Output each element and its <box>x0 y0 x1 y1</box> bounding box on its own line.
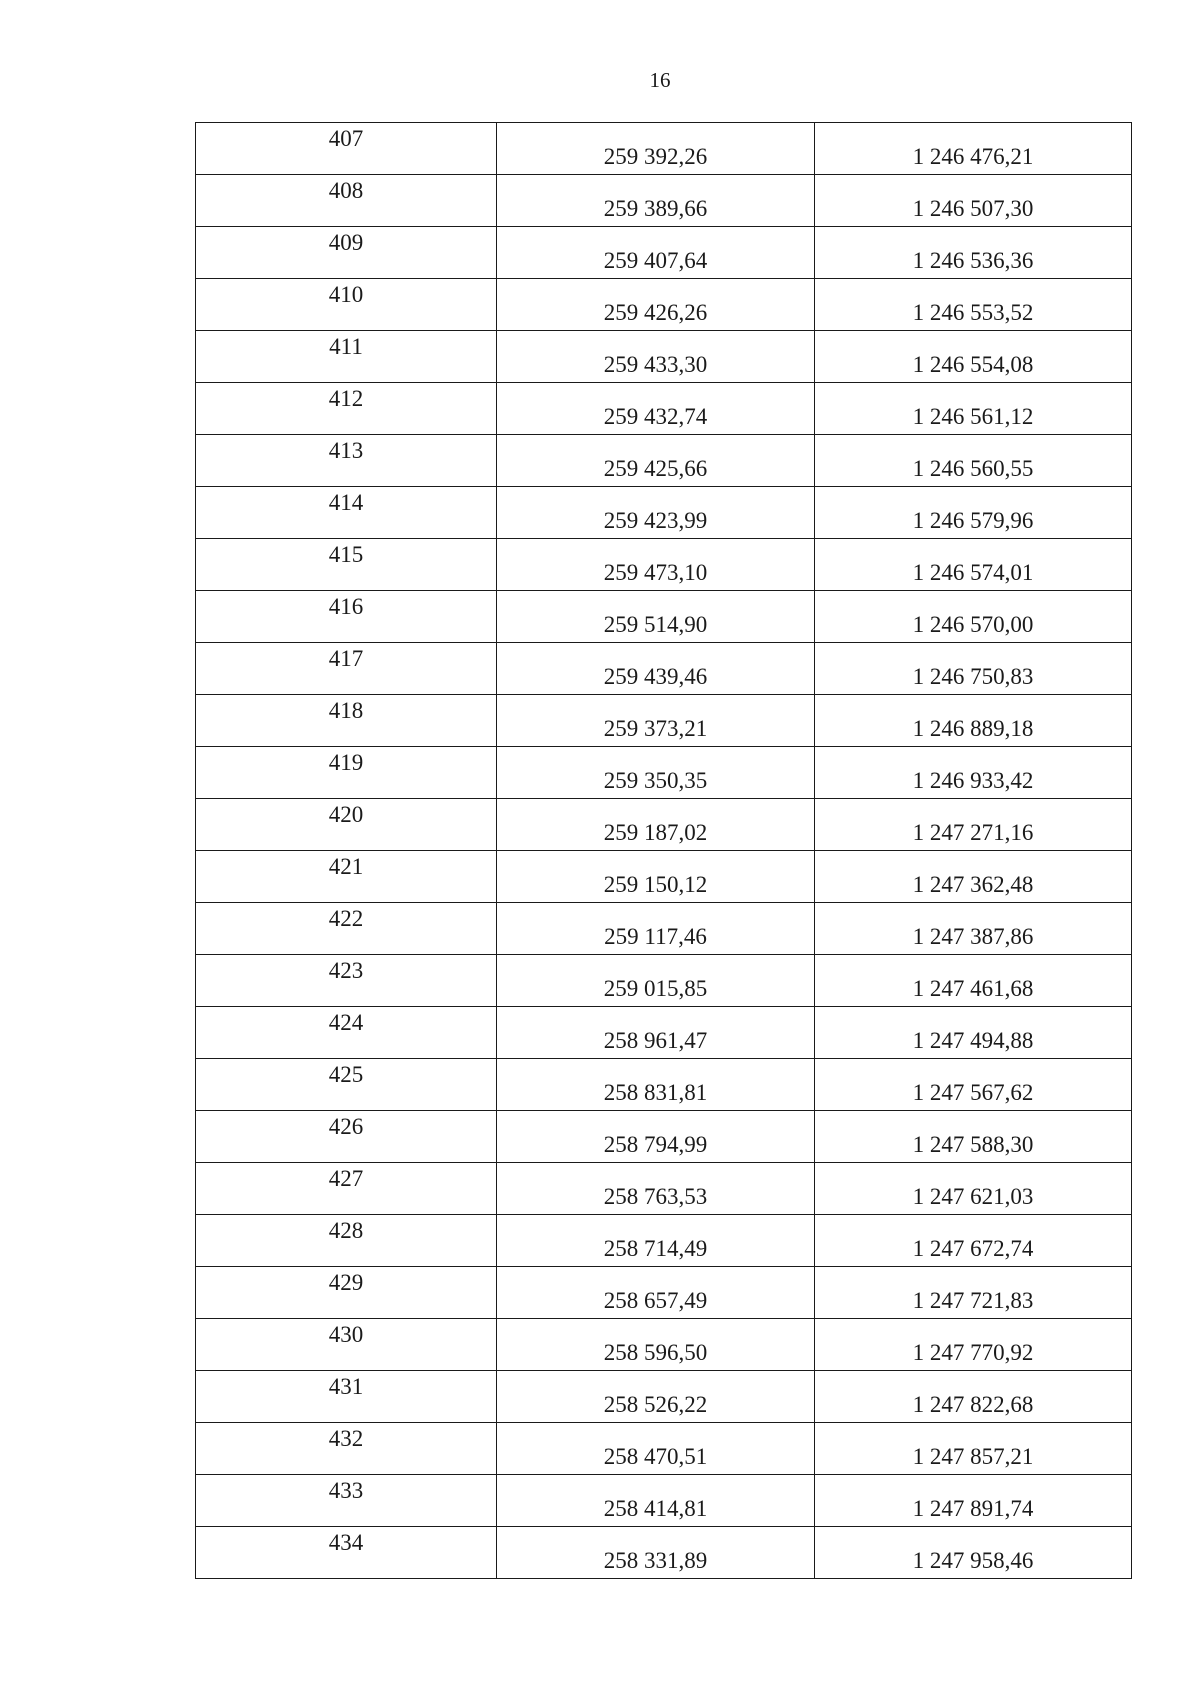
point-number-cell: 427 <box>196 1163 497 1215</box>
y-coordinate-cell: 1 246 574,01 <box>815 539 1132 591</box>
y-coordinate-cell: 1 247 567,62 <box>815 1059 1132 1111</box>
point-number-cell: 410 <box>196 279 497 331</box>
x-coordinate-cell: 259 426,26 <box>497 279 815 331</box>
table-row <box>196 1371 1132 1423</box>
y-coordinate-cell: 1 247 588,30 <box>815 1111 1132 1163</box>
y-coordinate-cell: 1 247 822,68 <box>815 1371 1132 1423</box>
y-coordinate-cell: 1 247 721,83 <box>815 1267 1132 1319</box>
table-row <box>196 227 1132 279</box>
table-row <box>196 435 1132 487</box>
point-number-cell: 432 <box>196 1423 497 1475</box>
y-coordinate-cell: 1 247 387,86 <box>815 903 1132 955</box>
table-row <box>196 539 1132 591</box>
table-row <box>196 487 1132 539</box>
point-number-cell: 418 <box>196 695 497 747</box>
table-row <box>196 747 1132 799</box>
table-row <box>196 591 1132 643</box>
x-coordinate-cell: 259 432,74 <box>497 383 815 435</box>
x-coordinate-cell: 258 414,81 <box>497 1475 815 1527</box>
y-coordinate-cell: 1 247 672,74 <box>815 1215 1132 1267</box>
x-coordinate-cell: 259 407,64 <box>497 227 815 279</box>
y-coordinate-cell: 1 247 958,46 <box>815 1527 1132 1579</box>
x-coordinate-cell: 259 150,12 <box>497 851 815 903</box>
table-row <box>196 851 1132 903</box>
point-number-cell: 415 <box>196 539 497 591</box>
table-row <box>196 1163 1132 1215</box>
x-coordinate-cell: 259 433,30 <box>497 331 815 383</box>
x-coordinate-cell: 259 117,46 <box>497 903 815 955</box>
point-number-cell: 416 <box>196 591 497 643</box>
x-coordinate-cell: 259 015,85 <box>497 955 815 1007</box>
table-row <box>196 331 1132 383</box>
point-number-cell: 411 <box>196 331 497 383</box>
point-number-cell: 408 <box>196 175 497 227</box>
point-number-cell: 429 <box>196 1267 497 1319</box>
x-coordinate-cell: 258 961,47 <box>497 1007 815 1059</box>
x-coordinate-cell: 259 187,02 <box>497 799 815 851</box>
table-row <box>196 1527 1132 1579</box>
x-coordinate-cell: 258 657,49 <box>497 1267 815 1319</box>
point-number-cell: 414 <box>196 487 497 539</box>
x-coordinate-cell: 258 794,99 <box>497 1111 815 1163</box>
point-number-cell: 420 <box>196 799 497 851</box>
table-row <box>196 1423 1132 1475</box>
y-coordinate-cell: 1 246 889,18 <box>815 695 1132 747</box>
table-row <box>196 175 1132 227</box>
x-coordinate-cell: 259 514,90 <box>497 591 815 643</box>
y-coordinate-cell: 1 246 560,55 <box>815 435 1132 487</box>
y-coordinate-cell: 1 247 621,03 <box>815 1163 1132 1215</box>
y-coordinate-cell: 1 246 536,36 <box>815 227 1132 279</box>
table-row <box>196 279 1132 331</box>
table-row <box>196 695 1132 747</box>
table-row <box>196 383 1132 435</box>
y-coordinate-cell: 1 246 507,30 <box>815 175 1132 227</box>
x-coordinate-cell: 258 831,81 <box>497 1059 815 1111</box>
x-coordinate-cell: 258 596,50 <box>497 1319 815 1371</box>
point-number-cell: 417 <box>196 643 497 695</box>
table-row <box>196 903 1132 955</box>
point-number-cell: 430 <box>196 1319 497 1371</box>
y-coordinate-cell: 1 247 891,74 <box>815 1475 1132 1527</box>
x-coordinate-cell: 259 389,66 <box>497 175 815 227</box>
y-coordinate-cell: 1 246 933,42 <box>815 747 1132 799</box>
y-coordinate-cell: 1 246 554,08 <box>815 331 1132 383</box>
table-row <box>196 799 1132 851</box>
x-coordinate-cell: 259 423,99 <box>497 487 815 539</box>
point-number-cell: 434 <box>196 1527 497 1579</box>
table-row <box>196 1059 1132 1111</box>
x-coordinate-cell: 259 350,35 <box>497 747 815 799</box>
page-number: 16 <box>649 68 671 92</box>
table-row <box>196 955 1132 1007</box>
table-row <box>196 1215 1132 1267</box>
point-number-cell: 425 <box>196 1059 497 1111</box>
point-number-cell: 431 <box>196 1371 497 1423</box>
x-coordinate-cell: 258 763,53 <box>497 1163 815 1215</box>
y-coordinate-cell: 1 247 271,16 <box>815 799 1132 851</box>
point-number-cell: 409 <box>196 227 497 279</box>
y-coordinate-cell: 1 246 476,21 <box>815 123 1132 175</box>
y-coordinate-cell: 1 246 579,96 <box>815 487 1132 539</box>
y-coordinate-cell: 1 246 570,00 <box>815 591 1132 643</box>
x-coordinate-cell: 258 526,22 <box>497 1371 815 1423</box>
x-coordinate-cell: 258 714,49 <box>497 1215 815 1267</box>
y-coordinate-cell: 1 247 494,88 <box>815 1007 1132 1059</box>
point-number-cell: 423 <box>196 955 497 1007</box>
x-coordinate-cell: 259 473,10 <box>497 539 815 591</box>
table-row <box>196 1267 1132 1319</box>
x-coordinate-cell: 258 470,51 <box>497 1423 815 1475</box>
y-coordinate-cell: 1 246 561,12 <box>815 383 1132 435</box>
point-number-cell: 422 <box>196 903 497 955</box>
table-row <box>196 1111 1132 1163</box>
point-number-cell: 407 <box>196 123 497 175</box>
y-coordinate-cell: 1 246 750,83 <box>815 643 1132 695</box>
y-coordinate-cell: 1 247 461,68 <box>815 955 1132 1007</box>
y-coordinate-cell: 1 247 857,21 <box>815 1423 1132 1475</box>
x-coordinate-cell: 259 439,46 <box>497 643 815 695</box>
x-coordinate-cell: 259 373,21 <box>497 695 815 747</box>
y-coordinate-cell: 1 247 770,92 <box>815 1319 1132 1371</box>
point-number-cell: 428 <box>196 1215 497 1267</box>
point-number-cell: 433 <box>196 1475 497 1527</box>
point-number-cell: 424 <box>196 1007 497 1059</box>
x-coordinate-cell: 259 425,66 <box>497 435 815 487</box>
point-number-cell: 421 <box>196 851 497 903</box>
table-row <box>196 123 1132 175</box>
y-coordinate-cell: 1 247 362,48 <box>815 851 1132 903</box>
table-row <box>196 1007 1132 1059</box>
table-row <box>196 1319 1132 1371</box>
point-number-cell: 419 <box>196 747 497 799</box>
coordinates-table <box>195 122 1132 1579</box>
coordinates-table-body <box>196 123 1132 1579</box>
x-coordinate-cell: 258 331,89 <box>497 1527 815 1579</box>
x-coordinate-cell: 259 392,26 <box>497 123 815 175</box>
table-row <box>196 643 1132 695</box>
point-number-cell: 426 <box>196 1111 497 1163</box>
y-coordinate-cell: 1 246 553,52 <box>815 279 1132 331</box>
point-number-cell: 413 <box>196 435 497 487</box>
table-row <box>196 1475 1132 1527</box>
point-number-cell: 412 <box>196 383 497 435</box>
